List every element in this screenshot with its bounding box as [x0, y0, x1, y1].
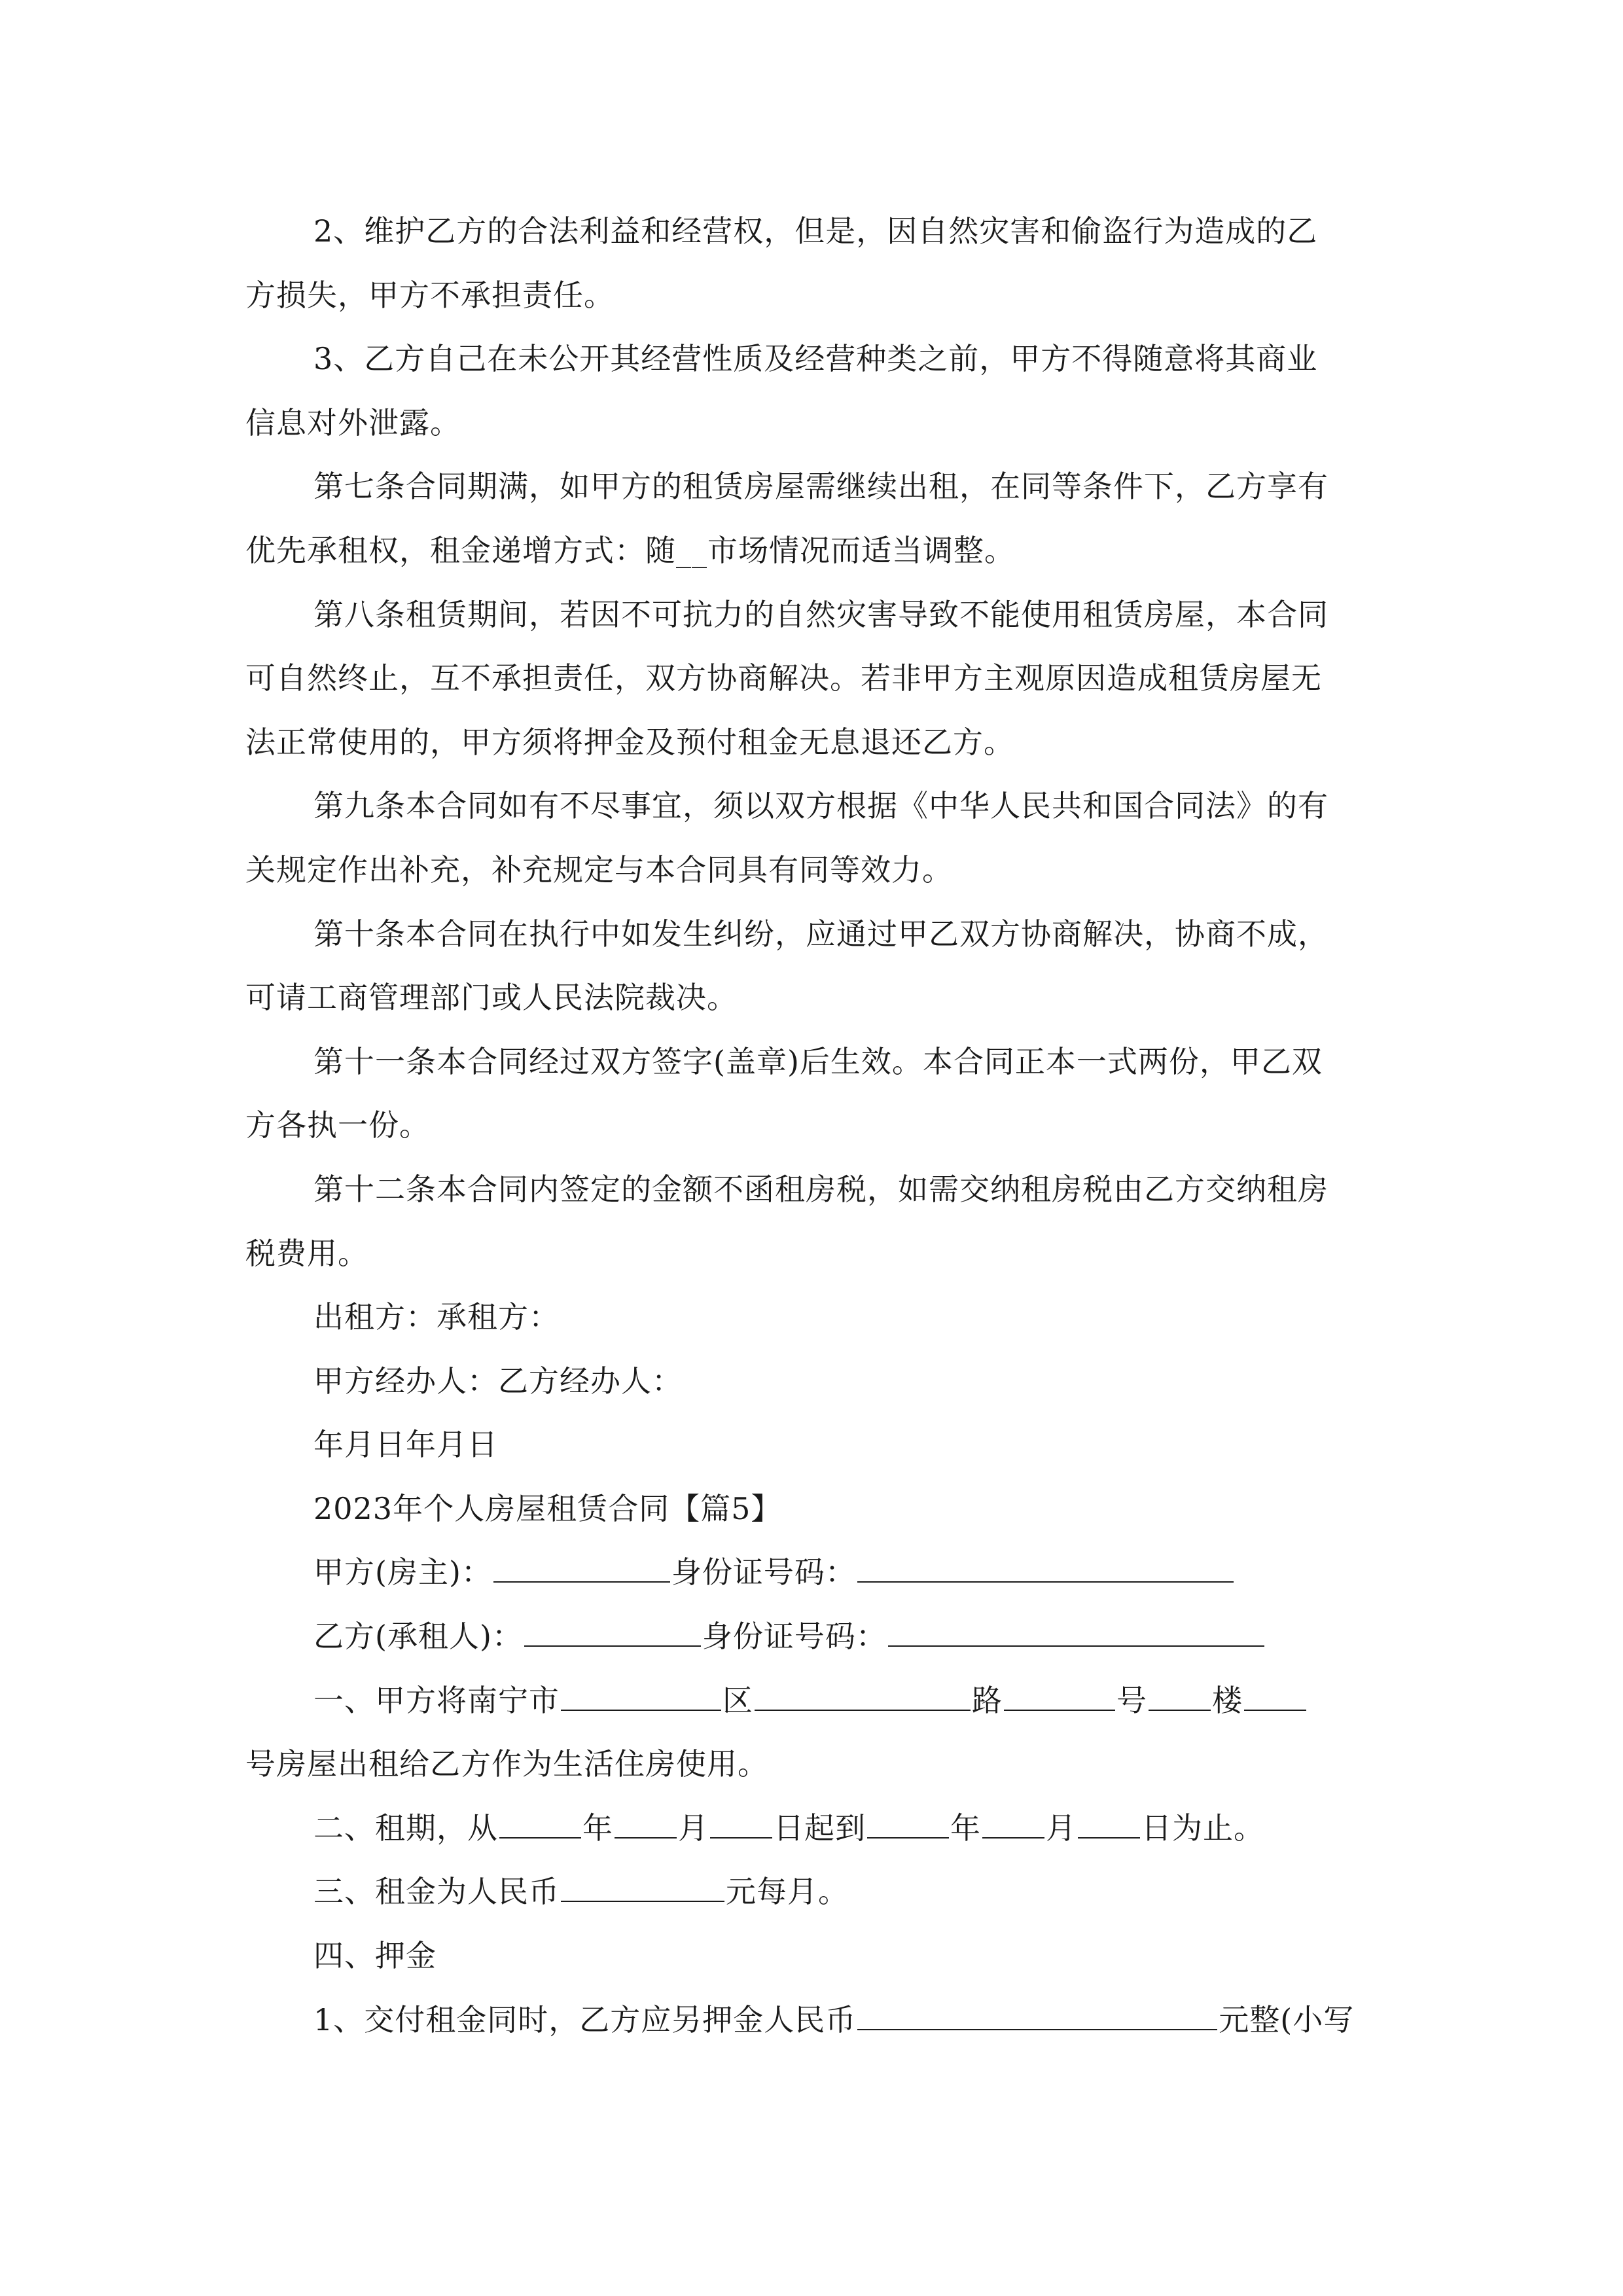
party-b-id-blank[interactable]	[888, 1619, 1264, 1647]
building-label: 楼	[1212, 1682, 1243, 1718]
paragraph-clause-3-cont	[245, 391, 1378, 456]
party-a-label: 甲方(房主)：	[313, 1554, 492, 1590]
paragraph-article-10-cont	[245, 966, 1378, 1030]
party-a-id-label: 身份证号码：	[671, 1554, 856, 1590]
document-body	[245, 200, 1378, 2052]
party-a-name-blank[interactable]	[493, 1555, 670, 1583]
paragraph-article-8-cont1	[245, 647, 1378, 711]
end-day-blank[interactable]	[1078, 1811, 1140, 1839]
signature-parties: 出租方：承租方：	[313, 1299, 560, 1335]
signature-agents: 甲方经办人：乙方经办人：	[313, 1363, 683, 1399]
paragraph-article-8	[245, 583, 1378, 647]
line: 方损失，甲方不承担责任。	[245, 277, 615, 313]
line: 第九条本合同如有不尽事宜，须以双方根据《中华人民共和国合同法》的有	[313, 788, 1329, 824]
road-label: 路	[972, 1682, 1003, 1718]
paragraph-article-9-cont	[245, 838, 1378, 903]
party-a-id-blank[interactable]	[857, 1555, 1234, 1583]
paragraph-article-12-cont	[245, 1222, 1378, 1286]
clause-2-line	[245, 1797, 1378, 1861]
month-label: 月	[678, 1810, 709, 1846]
end-year-blank[interactable]	[867, 1811, 949, 1839]
year-label: 年	[950, 1810, 981, 1846]
day-from-label: 日起到	[774, 1810, 866, 1846]
paragraph-clause-2-cont	[245, 264, 1378, 328]
line: 第十条本合同在执行中如发生纠纷，应通过甲乙双方协商解决，协商不成，	[313, 916, 1329, 952]
start-day-blank[interactable]	[710, 1811, 772, 1839]
clause-1-tail: 号房屋出租给乙方作为生活住房使用。	[245, 1746, 768, 1782]
line: 第十二条本合同内签定的金额不函租房税，如需交纳租房税由乙方交纳租房	[313, 1171, 1329, 1207]
clause-3-suffix: 元每月。	[726, 1874, 849, 1910]
line: 税费用。	[245, 1235, 368, 1271]
paragraph-article-11	[245, 1030, 1378, 1094]
number-label: 号	[1116, 1682, 1147, 1718]
clause-1-line	[245, 1669, 1378, 1733]
paragraph-article-7	[245, 455, 1378, 519]
section-title: 2023年个人房屋租赁合同【篇5】	[313, 1490, 782, 1526]
clause-3-line	[245, 1860, 1378, 1924]
line: 2、维护乙方的合法利益和经营权，但是，因自然灾害和偷盗行为造成的乙	[313, 213, 1318, 249]
deposit-line	[245, 1988, 1378, 2053]
party-b-line	[245, 1605, 1378, 1669]
unit-blank[interactable]	[1244, 1683, 1306, 1711]
start-year-blank[interactable]	[499, 1811, 581, 1839]
party-b-name-blank[interactable]	[524, 1619, 701, 1647]
party-b-id-label: 身份证号码：	[702, 1619, 887, 1655]
road-blank[interactable]	[755, 1683, 971, 1711]
paragraph-article-12	[245, 1158, 1378, 1222]
paragraph-article-11-cont	[245, 1094, 1378, 1158]
deposit-prefix: 1、交付租金同时，乙方应另押金人民币	[313, 2001, 857, 2037]
line: 第十一条本合同经过双方签字(盖章)后生效。本合同正本一式两份，甲乙双	[313, 1043, 1323, 1079]
signature-dates: 年月日年月日	[313, 1427, 498, 1463]
line: 第八条租赁期间，若因不可抗力的自然灾害导致不能使用租赁房屋，本合同	[313, 596, 1329, 632]
line: 信息对外泄露。	[245, 404, 461, 440]
party-b-label: 乙方(承租人)：	[313, 1619, 523, 1655]
party-a-line	[245, 1541, 1378, 1605]
month-label: 月	[1046, 1810, 1077, 1846]
line: 第七条合同期满，如甲方的租赁房屋需继续出租，在同等条件下，乙方享有	[313, 469, 1329, 505]
number-blank[interactable]	[1004, 1683, 1115, 1711]
line: 可请工商管理部门或人民法院裁决。	[245, 980, 738, 1016]
paragraph-clause-2	[245, 200, 1378, 264]
building-blank[interactable]	[1149, 1683, 1211, 1711]
deposit-suffix: 元整(小写	[1219, 2001, 1355, 2037]
district-blank[interactable]	[561, 1683, 721, 1711]
line: 方各执一份。	[245, 1107, 430, 1143]
clause-3-prefix: 三、租金为人民币	[313, 1874, 560, 1910]
paragraph-article-9	[245, 774, 1378, 838]
deposit-amount-blank[interactable]	[857, 2003, 1217, 2030]
paragraph-article-8-cont2	[245, 711, 1378, 775]
paragraph-article-10	[245, 903, 1378, 967]
day-to-label: 日为止。	[1141, 1810, 1264, 1846]
line: 优先承租权，租金递增方式：随__市场情况而适当调整。	[245, 532, 1015, 568]
paragraph-clause-3	[245, 327, 1378, 391]
clause-2-prefix: 二、租期，从	[313, 1810, 498, 1846]
start-month-blank[interactable]	[615, 1811, 677, 1839]
clause-1-prefix: 一、甲方将南宁市	[313, 1682, 560, 1718]
clause-4-title: 四、押金	[313, 1938, 437, 1974]
year-label: 年	[582, 1810, 613, 1846]
line: 关规定作出补充，补充规定与本合同具有同等效力。	[245, 852, 953, 888]
line: 可自然终止，互不承担责任，双方协商解决。若非甲方主观原因造成租赁房屋无	[245, 660, 1322, 696]
district-label: 区	[722, 1682, 753, 1718]
end-month-blank[interactable]	[982, 1811, 1044, 1839]
paragraph-article-7-cont	[245, 519, 1378, 583]
line: 3、乙方自己在未公开其经营性质及经营种类之前，甲方不得随意将其商业	[313, 341, 1318, 377]
line: 法正常使用的，甲方须将押金及预付租金无息退还乙方。	[245, 724, 1014, 760]
rent-amount-blank[interactable]	[561, 1874, 724, 1902]
